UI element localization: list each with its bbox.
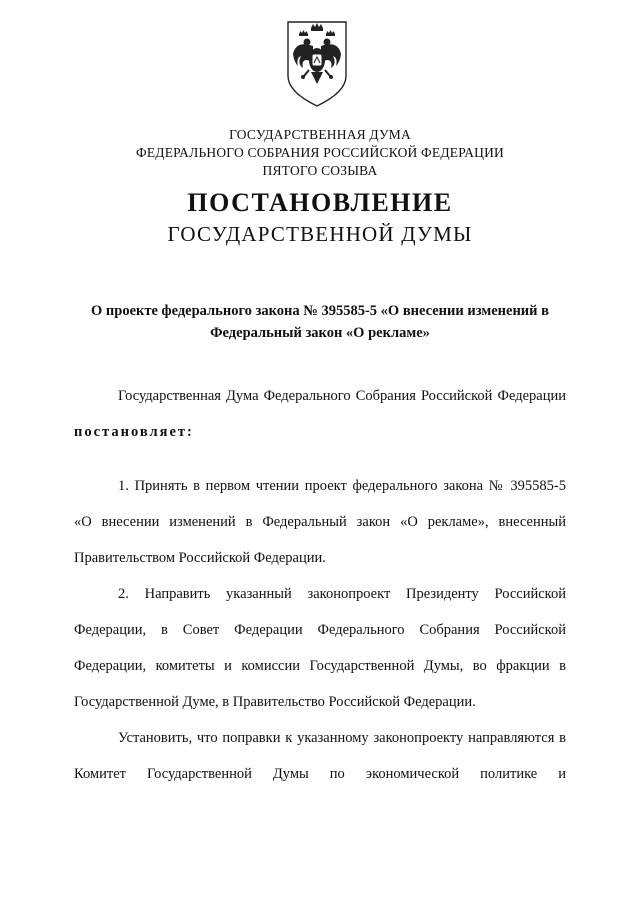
paragraph-3 [74, 720, 566, 792]
document-type-title: ПОСТАНОВЛЕНИЕ [187, 188, 453, 217]
paragraph-3-text: Установить, что поправки к указанному законопроекту направляются в Комитет Государственной Думы по экономической политике и [74, 730, 566, 782]
subject-line-1: О проекте федерального закона № 395585-5 «О внесении изменений в [91, 303, 549, 319]
preamble [74, 378, 566, 450]
header-line-3: ПЯТОГО СОЗЫВА [262, 163, 378, 178]
subject-line-2: Федеральный закон «О рекламе» [210, 325, 430, 341]
issuer-header [0, 126, 640, 180]
header-line-2: ФЕДЕРАЛЬНОГО СОБРАНИЯ РОССИЙСКОЙ ФЕДЕРАЦИИ [136, 145, 504, 160]
preamble-verb: постановляет: [74, 424, 194, 440]
document-issuer-title: ГОСУДАРСТВЕННОЙ ДУМЫ [167, 222, 473, 246]
paragraph-2 [74, 576, 566, 720]
header-line-1: ГОСУДАРСТВЕННАЯ ДУМА [229, 127, 411, 142]
paragraph-1 [74, 468, 566, 576]
preamble-text: Государственная Дума Федерального Собрания Российской Федерации [118, 388, 566, 404]
paragraph-2-text: 2. Направить указанный законопроект Президенту Российской Федерации, в Совет Федерации Федерального Собрания Российской Федерации, комитеты и комиссии Государственной Думы, во фракции в Государственной Думе, в Правительство Российской Федерации. [74, 586, 566, 710]
coat-of-arms-icon [282, 18, 352, 108]
document-subject [60, 300, 580, 344]
paragraph-1-text: 1. Принять в первом чтении проект федерального закона № 395585-5 «О внесении изменений в Федеральный закон «О рекламе», внесенный Правительством Российской Федерации. [74, 478, 566, 566]
